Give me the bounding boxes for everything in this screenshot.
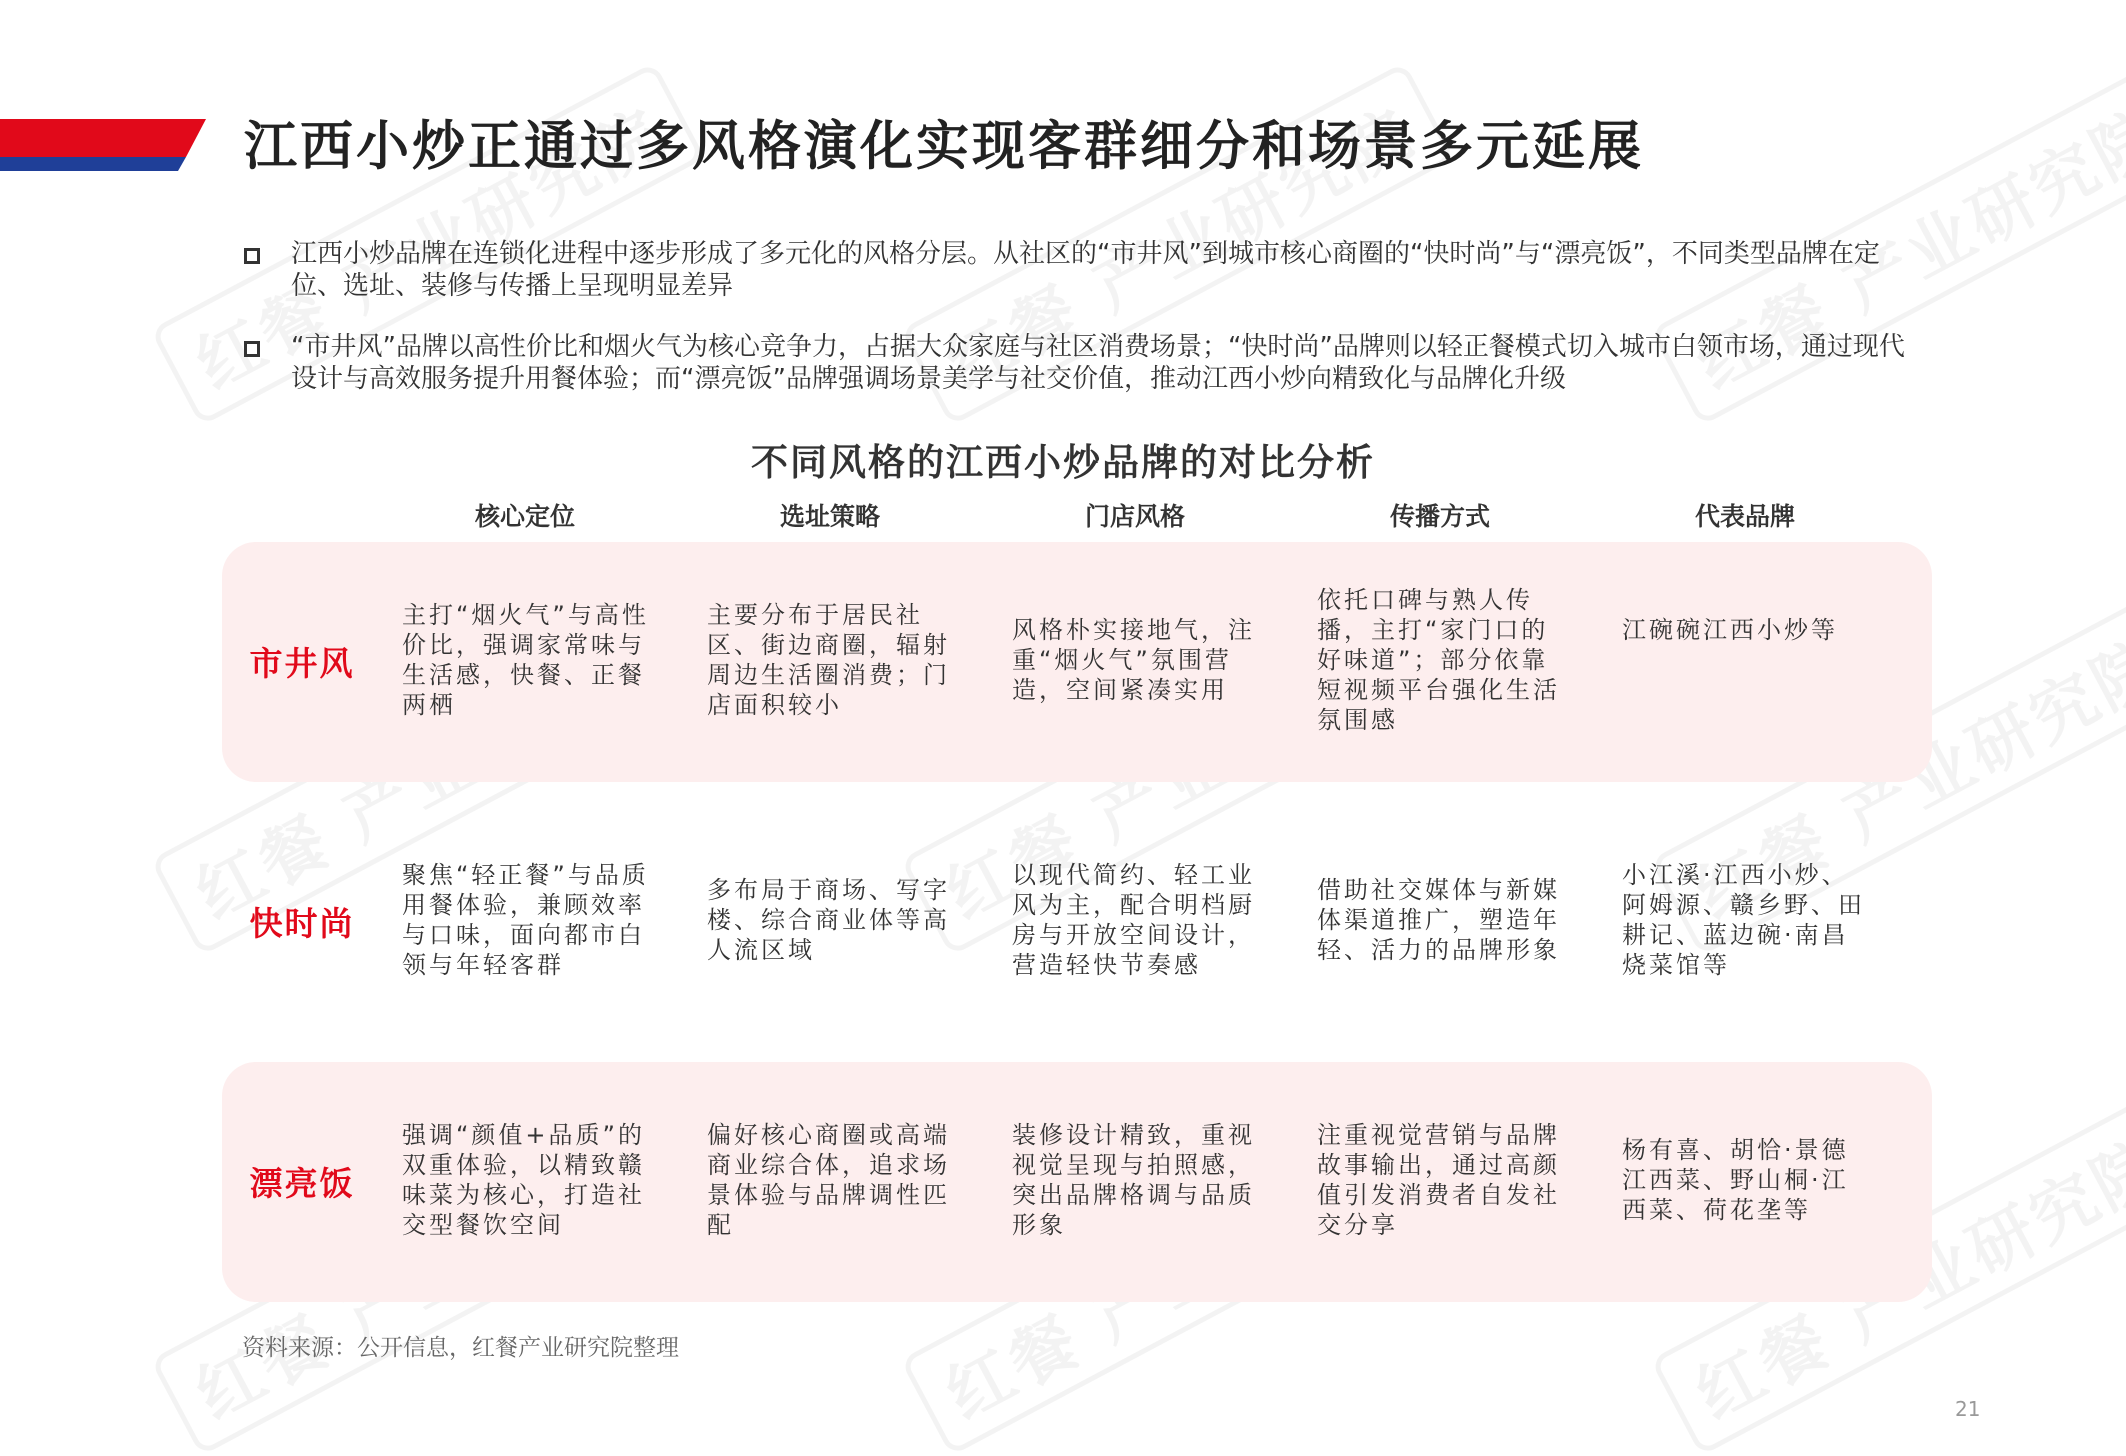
column-header: 代表品牌 (1694, 502, 1795, 531)
square-bullet-icon (244, 341, 260, 357)
table-cell: 借助社交媒体与新媒体渠道推广，塑造年轻、活力的品牌形象 (1317, 876, 1560, 964)
row-label: 快时尚 (249, 904, 355, 943)
table-cell: 杨有喜、胡恰·景德江西菜、野山桐·江西菜、荷花垄等 (1622, 1136, 1849, 1224)
bullet-item (244, 238, 1924, 302)
bullet-list (244, 238, 1924, 424)
column-header: 门店风格 (1084, 502, 1185, 531)
source-note: 资料来源：公开信息，红餐产业研究院整理 (242, 1335, 679, 1361)
table-cell: 注重视觉营销与品牌故事输出，通过高颜值引发消费者自发社交分享 (1317, 1121, 1560, 1239)
row-label: 市井风 (249, 644, 355, 683)
bullet-item (244, 331, 1924, 395)
bullet-text: 江西小炒品牌在连锁化进程中逐步形成了多元化的风格分层。从社区的“市井风”到城市核心商圈的“快时尚”与“漂亮饭”，不同类型品牌在定位、选址、装修与传播上呈现明显差异 (291, 239, 1880, 301)
page-number: 21 (1955, 1397, 1981, 1421)
square-bullet-icon (244, 248, 260, 264)
header-accent-bar (0, 117, 210, 173)
table-cell: 强调“颜值+品质”的双重体验，以精致赣味菜为核心，打造社交型餐饮空间 (402, 1121, 645, 1239)
column-header: 选址策略 (779, 502, 880, 531)
table-cell: 风格朴实接地气，注重“烟火气”氛围营造，空间紧凑实用 (1012, 616, 1255, 704)
bullet-text: “市井风”品牌以高性价比和烟火气为核心竞争力，占据大众家庭与社区消费场景；“快时尚”品牌则以轻正餐模式切入城市白领市场，通过现代设计与高效服务提升用餐体验；而“漂亮饭”品牌强调场景美学与社交价值，推动江西小炒向精致化与品牌化升级 (291, 332, 1905, 394)
column-header: 传播方式 (1389, 502, 1490, 531)
table-cell: 主要分布于居民社区、街边商圈，辐射周边生活圈消费；门店面积较小 (707, 601, 950, 719)
table-cell: 多布局于商场、写字楼、综合商业体等高人流区域 (707, 876, 950, 964)
table-title: 不同风格的江西小炒品牌的对比分析 (751, 441, 1375, 484)
column-header: 核心定位 (474, 502, 575, 531)
table-cell: 装修设计精致，重视视觉呈现与拍照感，突出品牌格调与品质形象 (1012, 1121, 1255, 1239)
table-cell: 江碗碗江西小炒等 (1622, 616, 1838, 644)
row-label: 漂亮饭 (249, 1164, 355, 1203)
table-cell: 偏好核心商圈或高端商业综合体，追求场景体验与品牌调性匹配 (707, 1121, 950, 1239)
table-cell: 以现代简约、轻工业风为主，配合明档厨房与开放空间设计，营造轻快节奏感 (1012, 861, 1255, 979)
page-title: 江西小炒正通过多风格演化实现客群细分和场景多元延展 (244, 116, 1644, 177)
table-cell: 聚焦“轻正餐”与品质用餐体验，兼顾效率与口味，面向都市白领与年轻客群 (402, 861, 649, 979)
table-cell: 主打“烟火气”与高性价比，强调家常味与生活感，快餐、正餐两栖 (402, 601, 649, 719)
table-cell: 依托口碑与熟人传播，主打“家门口的好味道”；部分依靠短视频平台强化生活氛围感 (1317, 586, 1560, 734)
table-cell: 小江溪·江西小炒、阿姆源、赣乡野、田耕记、蓝边碗·南昌烧菜馆等 (1622, 861, 1865, 979)
